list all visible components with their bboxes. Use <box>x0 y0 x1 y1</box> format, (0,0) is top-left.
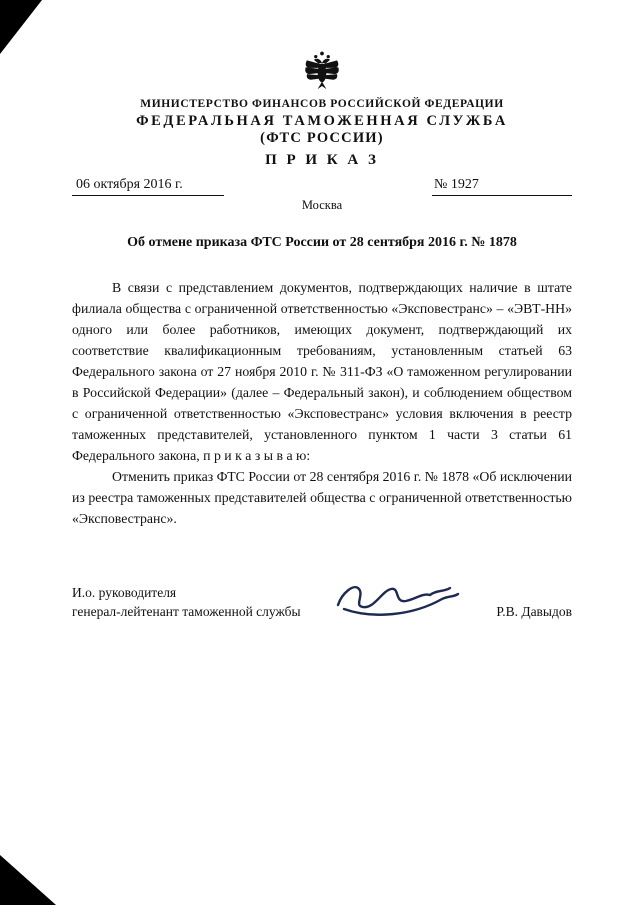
document-number: № 1927 <box>432 177 572 196</box>
handwritten-signature-icon <box>301 573 497 621</box>
body-paragraph-2: Отменить приказ ФТС России от 28 сентября 2016 г. № 1878 «Об исключении из реестра таможенных представителей общества с ограниченной ответственностью «Эксповестранс». <box>72 469 572 526</box>
signer-position <box>72 583 301 621</box>
signer-name: Р.В. Давыдов <box>496 604 572 619</box>
city-label: Москва <box>301 198 343 212</box>
document-date: 06 октября 2016 г. <box>72 177 224 196</box>
ministry-name: МИНИСТЕРСТВО ФИНАНСОВ РОССИЙСКОЙ ФЕДЕРАЦИИ <box>140 98 504 110</box>
document-type-heading: П Р И К А З <box>265 152 379 168</box>
signer-position-line1: И.о. руководителя <box>72 585 177 600</box>
agency-name: ФЕДЕРАЛЬНАЯ ТАМОЖЕННАЯ СЛУЖБА <box>136 113 508 129</box>
body-paragraph-1: В связи с представлением документов, подтверждающих наличие в штате филиала общества с ограниченной ответственностью «Эксповестранс» – «ЭВТ-НН» одного или более работников, имеющих документ, подтверждающий их соответствие квалификационным требованиям, установленным статьей 63 Федерального закона от 27 ноября 2010 г. № 311-ФЗ «О таможенном регулировании в Российской Федерации» (далее – Федеральный закон), и соблюдением обществом с ограниченной ответственностью «Эксповестранс» условия включения в реестр таможенных представителей, установленного пунктом 1 части 3 статьи 61 Федерального закона, п р и к а з ы в а ю: <box>72 280 572 463</box>
document-title: Об отмене приказа ФТС России от 28 сентября 2016 г. № 1878 <box>127 235 517 250</box>
signer-position-line2: генерал-лейтенант таможенной службы <box>72 604 301 619</box>
signature-block <box>72 573 572 621</box>
scan-corner-fold-bottom-left-icon <box>0 855 56 905</box>
double-headed-eagle-emblem-icon <box>302 50 342 92</box>
date-number-row <box>72 177 572 196</box>
agency-abbreviation: (ФТС РОССИИ) <box>260 130 384 146</box>
